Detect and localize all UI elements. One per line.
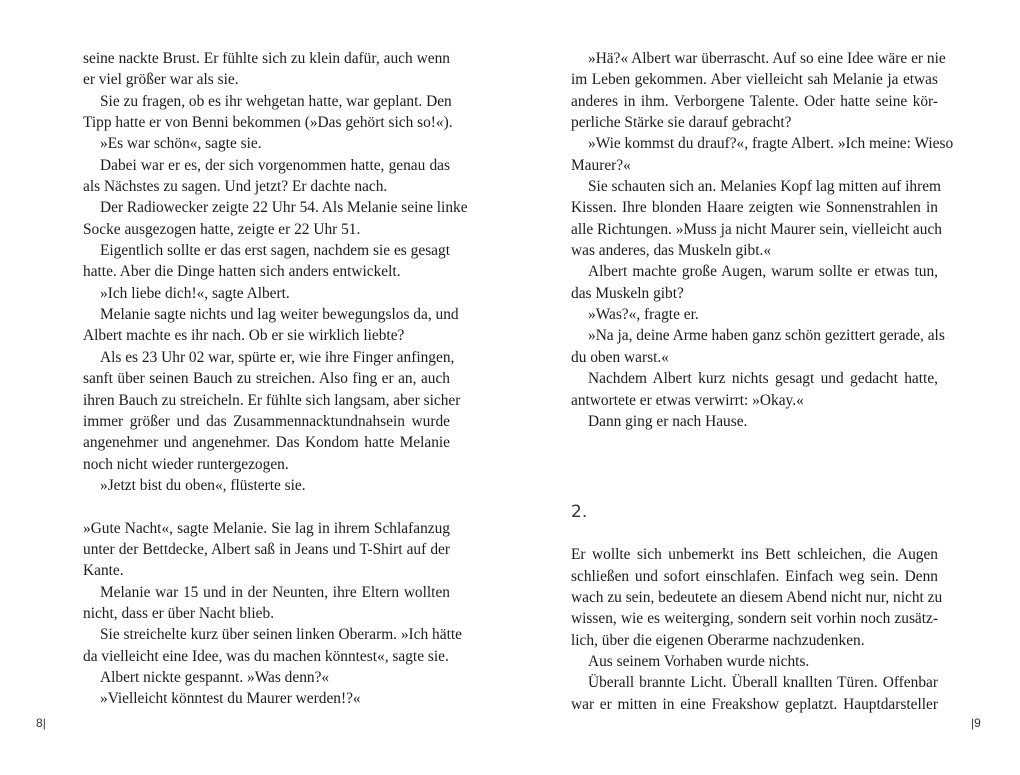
text-line: »Gute Nacht«, sagte Melanie. Sie lag in ihrem Schlafanzug (83, 519, 450, 537)
text-line: immer größer und das Zusammennacktundnahsein wurde (83, 412, 450, 430)
text-line: antwortete er etwas verwirrt: »Okay.« (571, 391, 804, 409)
text-line: er viel größer war als sie. (83, 71, 239, 89)
text-line: Sie streichelte kurz über seinen linken Oberarm. »Ich hätte (100, 626, 462, 644)
text-line: was anderes, das Muskeln gibt.« (571, 242, 772, 260)
text-line: »Jetzt bist du oben«, flüsterte sie. (100, 476, 306, 494)
text-line: Er wollte sich unbemerkt ins Bett schleichen, die Augen (571, 546, 938, 564)
text-line: »Was?«, fragte er. (588, 306, 699, 324)
text-line: Kissen. Ihre blonden Haare zeigten wie Sonnenstrahlen in (571, 199, 938, 217)
text-line: Albert machte große Augen, warum sollte er etwas tun, (588, 263, 938, 281)
section-break (571, 454, 938, 475)
left-text-block-2 (83, 518, 462, 710)
text-line: noch nicht wieder runtergezogen. (83, 455, 289, 473)
text-line: »Hä?« Albert war überrascht. Auf so eine Idee wäre er nie (588, 50, 946, 67)
text-line: sanft über seinen Bauch zu streichen. Also fing er an, auch (83, 370, 450, 388)
left-text-block-1 (83, 48, 468, 496)
text-line: seine nackte Brust. Er fühlte sich zu klein dafür, auch wenn (83, 50, 450, 67)
text-line: Eigentlich sollte er das erst sagen, nachdem sie es gesagt (100, 242, 450, 260)
page-number-right: |9 (971, 716, 981, 730)
text-line: du oben warst.« (571, 348, 669, 366)
text-line: lich, über die eigenen Oberarme nachzudenken. (571, 631, 865, 649)
text-line: perliche Stärke sie darauf gebracht? (571, 114, 792, 132)
text-line: schließen und sofort einschlafen. Einfach weg sein. Denn (571, 567, 938, 585)
text-line: anderes in ihm. Verborgene Talente. Oder hatte seine kör- (571, 92, 938, 110)
text-line: angenehmer und angenehmer. Das Kondom hatte Melanie (83, 434, 450, 452)
section-break (571, 432, 938, 453)
text-line: ihren Bauch zu streicheln. Er fühlte sich langsam, aber sicher (83, 391, 461, 409)
right-page (571, 48, 954, 715)
text-line: war er mitten in eine Freakshow geplatzt. Hauptdarsteller (571, 695, 938, 713)
text-line: im Leben gekommen. Aber vielleicht sah Melanie ja etwas (571, 71, 938, 89)
section-break (83, 496, 450, 517)
page-number-left: 8| (36, 716, 46, 730)
text-line: Der Radiowecker zeigte 22 Uhr 54. Als Melanie seine linke (100, 199, 468, 217)
text-line: Sie schauten sich an. Melanies Kopf lag mitten auf ihrem (588, 178, 942, 196)
text-line: Dann ging er nach Hause. (588, 412, 748, 430)
text-line: Kante. (83, 562, 124, 580)
text-line: da vielleicht eine Idee, was du machen könntest«, sagte sie. (83, 647, 449, 665)
text-line: Melanie sagte nichts und lag weiter bewegungslos da, und (100, 306, 459, 324)
text-line: Aus seinem Vorhaben wurde nichts. (588, 652, 810, 670)
text-line: Dabei war er es, der sich vorgenommen hatte, genau das (100, 156, 450, 174)
text-line: nicht, dass er über Nacht blieb. (83, 604, 275, 622)
right-text-block-2 (571, 544, 943, 715)
text-line: »Vielleicht könntest du Maurer werden!?« (100, 690, 361, 708)
text-line: »Ich liebe dich!«, sagte Albert. (100, 284, 290, 302)
text-line: »Wie kommst du drauf?«, fragte Albert. »Ich meine: Wieso (588, 135, 954, 153)
text-line: Albert nickte gespannt. »Was denn?« (100, 668, 330, 686)
text-line: wach zu sein, bedeutete an diesem Abend nicht nur, nicht zu (571, 588, 943, 606)
text-line: Tipp hatte er von Benni bekommen (»Das gehört sich so!«). (83, 114, 453, 132)
section-break (571, 475, 938, 496)
text-line: »Es war schön«, sagte sie. (100, 135, 262, 153)
text-line: Maurer?« (571, 156, 631, 174)
text-line: Melanie war 15 und in der Neunten, ihre Eltern wollten (100, 583, 450, 601)
text-line: wissen, wie es weiterging, sondern seit vorhin noch zusätz- (571, 610, 938, 628)
text-line: »Na ja, deine Arme haben ganz schön gezittert gerade, als (588, 327, 945, 345)
text-line: Albert machte es ihr nach. Ob er sie wirklich liebte? (83, 327, 405, 345)
chapter-title: 2. (571, 502, 588, 523)
text-line: unter der Bettdecke, Albert saß in Jeans und T-Shirt auf der (83, 540, 450, 558)
text-line: Sie zu fragen, ob es ihr wehgetan hatte, war geplant. Den (100, 92, 452, 110)
left-page (83, 48, 468, 710)
text-line: Socke ausgezogen hatte, zeigte er 22 Uhr 51. (83, 220, 361, 238)
text-line: alle Richtungen. »Muss ja nicht Maurer sein, vielleicht auch (571, 220, 942, 238)
text-line: Nachdem Albert kurz nichts gesagt und gedacht hatte, (588, 370, 938, 388)
text-line: hatte. Aber die Dinge hatten sich anders entwickelt. (83, 263, 401, 281)
text-line: Als es 23 Uhr 02 war, spürte er, wie ihre Finger anfingen, (100, 348, 455, 366)
text-line: als Nächstes zu sagen. Und jetzt? Er dachte nach. (83, 178, 388, 196)
text-line: das Muskeln gibt? (571, 284, 684, 302)
text-line: Überall brannte Licht. Überall knallten Türen. Offenbar (588, 674, 938, 692)
right-text-block-1 (571, 48, 954, 432)
